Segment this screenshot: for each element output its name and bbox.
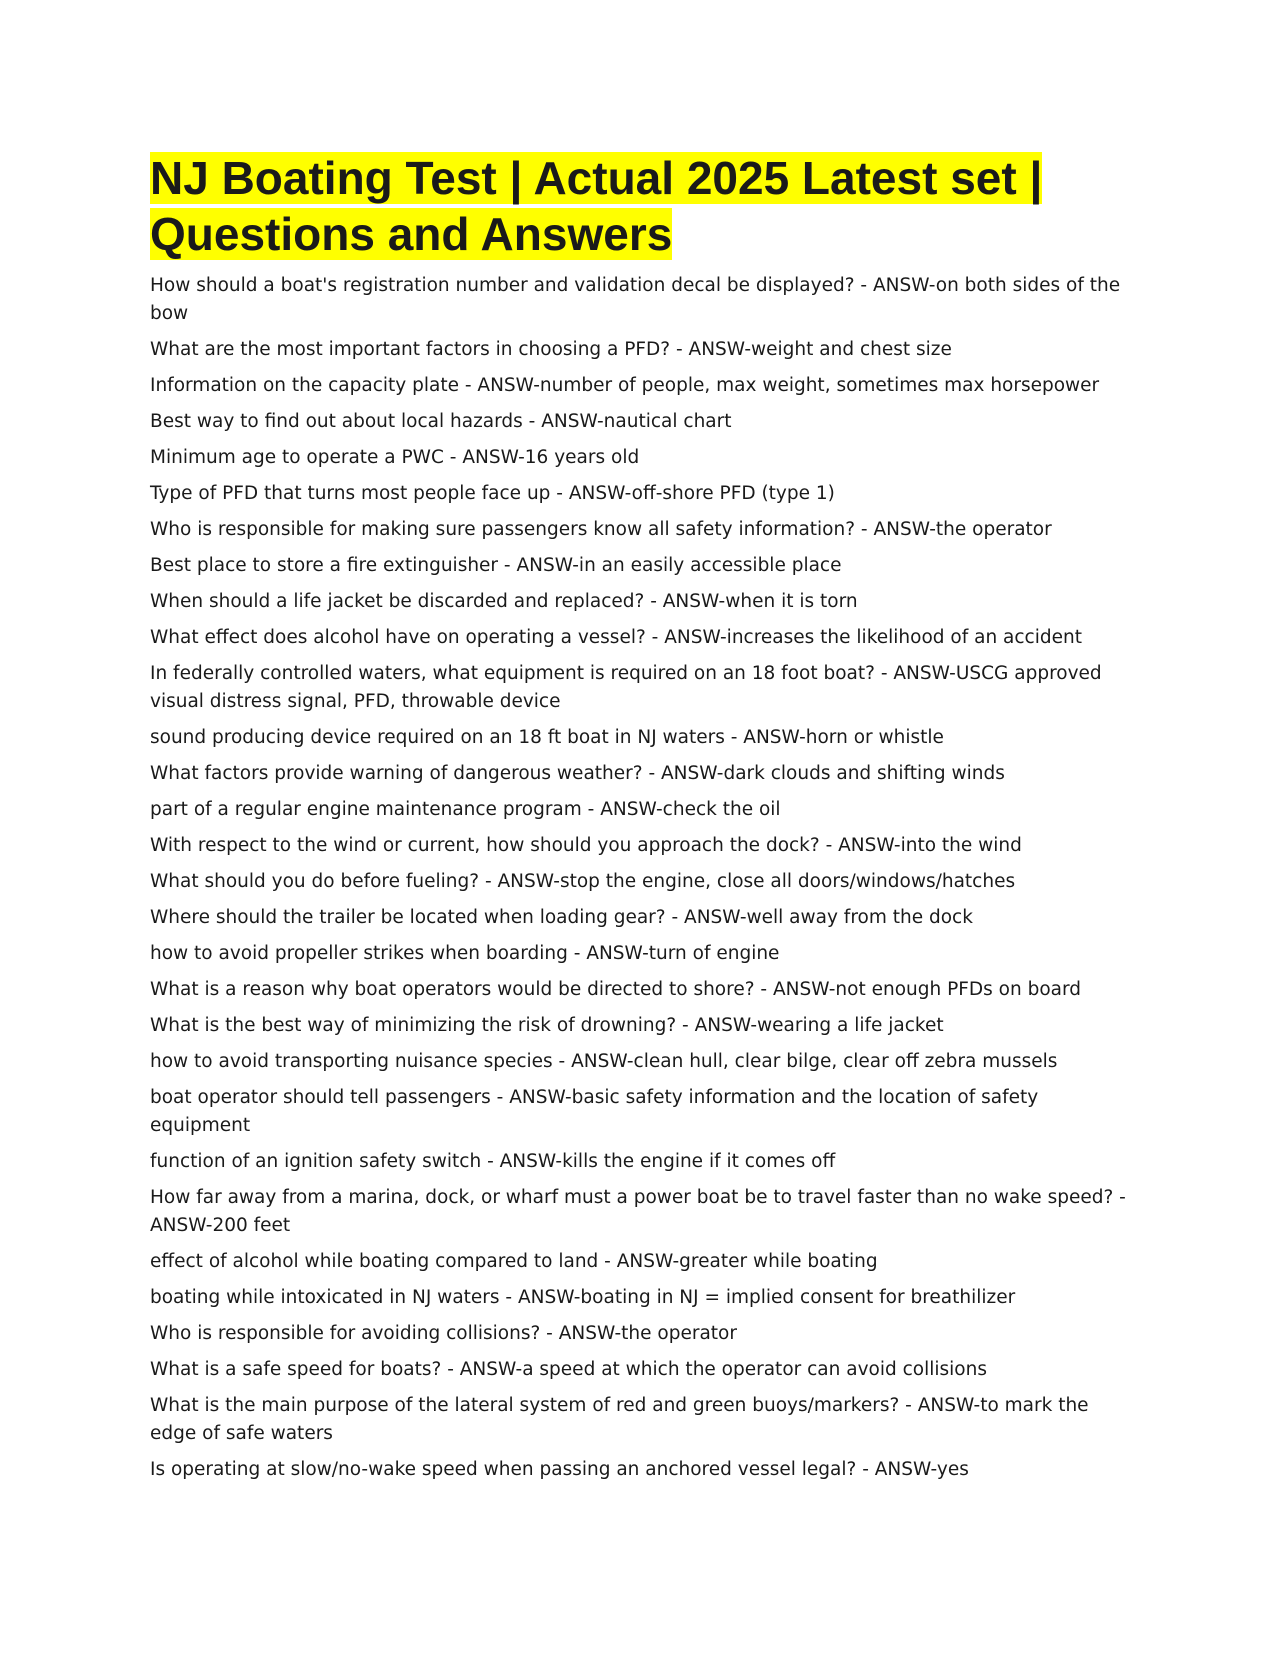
qa-item: Who is responsible for avoiding collisions? - ANSW-the operator	[150, 1323, 737, 1344]
qa-item: What is the main purpose of the lateral system of red and green buoys/markers? - ANSW-to mark the edge of safe waters	[150, 1395, 1089, 1444]
qa-item: What is a safe speed for boats? - ANSW-a speed at which the operator can avoid collisions	[150, 1359, 987, 1380]
qa-item: What effect does alcohol have on operating a vessel? - ANSW-increases the likelihood of an accident	[150, 627, 1082, 648]
qa-item: Best way to find out about local hazards - ANSW-nautical chart	[150, 411, 732, 432]
qa-item: Minimum age to operate a PWC - ANSW-16 years old	[150, 447, 640, 468]
qa-item: With respect to the wind or current, how should you approach the dock? - ANSW-into the wind	[150, 835, 1022, 856]
qa-item: Who is responsible for making sure passengers know all safety information? - ANSW-the operator	[150, 519, 1052, 540]
qa-item: effect of alcohol while boating compared to land - ANSW-greater while boating	[150, 1251, 878, 1272]
qa-item: How should a boat's registration number and validation decal be displayed? - ANSW-on both sides of the bow	[150, 275, 1121, 324]
qa-item: What is a reason why boat operators would be directed to shore? - ANSW-not enough PFDs on board	[150, 979, 1081, 1000]
qa-item: part of a regular engine maintenance program - ANSW-check the oil	[150, 799, 781, 820]
qa-item: Information on the capacity plate - ANSW-number of people, max weight, sometimes max horsepower	[150, 375, 1100, 396]
qa-list	[150, 272, 1135, 1484]
qa-item: Where should the trailer be located when loading gear? - ANSW-well away from the dock	[150, 907, 973, 928]
qa-item: In federally controlled waters, what equipment is required on an 18 foot boat? - ANSW-USCG approved visual distress signal, PFD, throwable device	[150, 663, 1102, 712]
qa-item: What are the most important factors in choosing a PFD? - ANSW-weight and chest size	[150, 339, 952, 360]
qa-item: Best place to store a fire extinguisher - ANSW-in an easily accessible place	[150, 555, 842, 576]
qa-item: function of an ignition safety switch - ANSW-kills the engine if it comes off	[150, 1151, 836, 1172]
qa-item: boating while intoxicated in NJ waters - ANSW-boating in NJ = implied consent for breathilizer	[150, 1287, 1016, 1308]
document-page	[150, 150, 1135, 1492]
qa-item: What should you do before fueling? - ANSW-stop the engine, close all doors/windows/hatches	[150, 871, 1016, 892]
qa-item: boat operator should tell passengers - ANSW-basic safety information and the location of safety equipment	[150, 1087, 1039, 1136]
qa-item: What factors provide warning of dangerous weather? - ANSW-dark clouds and shifting winds	[150, 763, 1005, 784]
qa-item: Type of PFD that turns most people face up - ANSW-off-shore PFD (type 1)	[150, 483, 835, 504]
qa-item: sound producing device required on an 18 ft boat in NJ waters - ANSW-horn or whistle	[150, 727, 944, 748]
qa-item: When should a life jacket be discarded and replaced? - ANSW-when it is torn	[150, 591, 858, 612]
qa-item: What is the best way of minimizing the risk of drowning? - ANSW-wearing a life jacket	[150, 1015, 944, 1036]
qa-item: how to avoid transporting nuisance species - ANSW-clean hull, clear bilge, clear off zebra mussels	[150, 1051, 1058, 1072]
qa-item: Is operating at slow/no-wake speed when passing an anchored vessel legal? - ANSW-yes	[150, 1459, 969, 1480]
qa-item: How far away from a marina, dock, or wharf must a power boat be to travel faster than no wake speed? - ANSW-200 feet	[150, 1187, 1126, 1236]
qa-item: how to avoid propeller strikes when boarding - ANSW-turn of engine	[150, 943, 780, 964]
document-title-highlight: NJ Boating Test | Actual 2025 Latest set | Questions and Answers	[150, 152, 1043, 260]
document-title	[150, 150, 1135, 262]
